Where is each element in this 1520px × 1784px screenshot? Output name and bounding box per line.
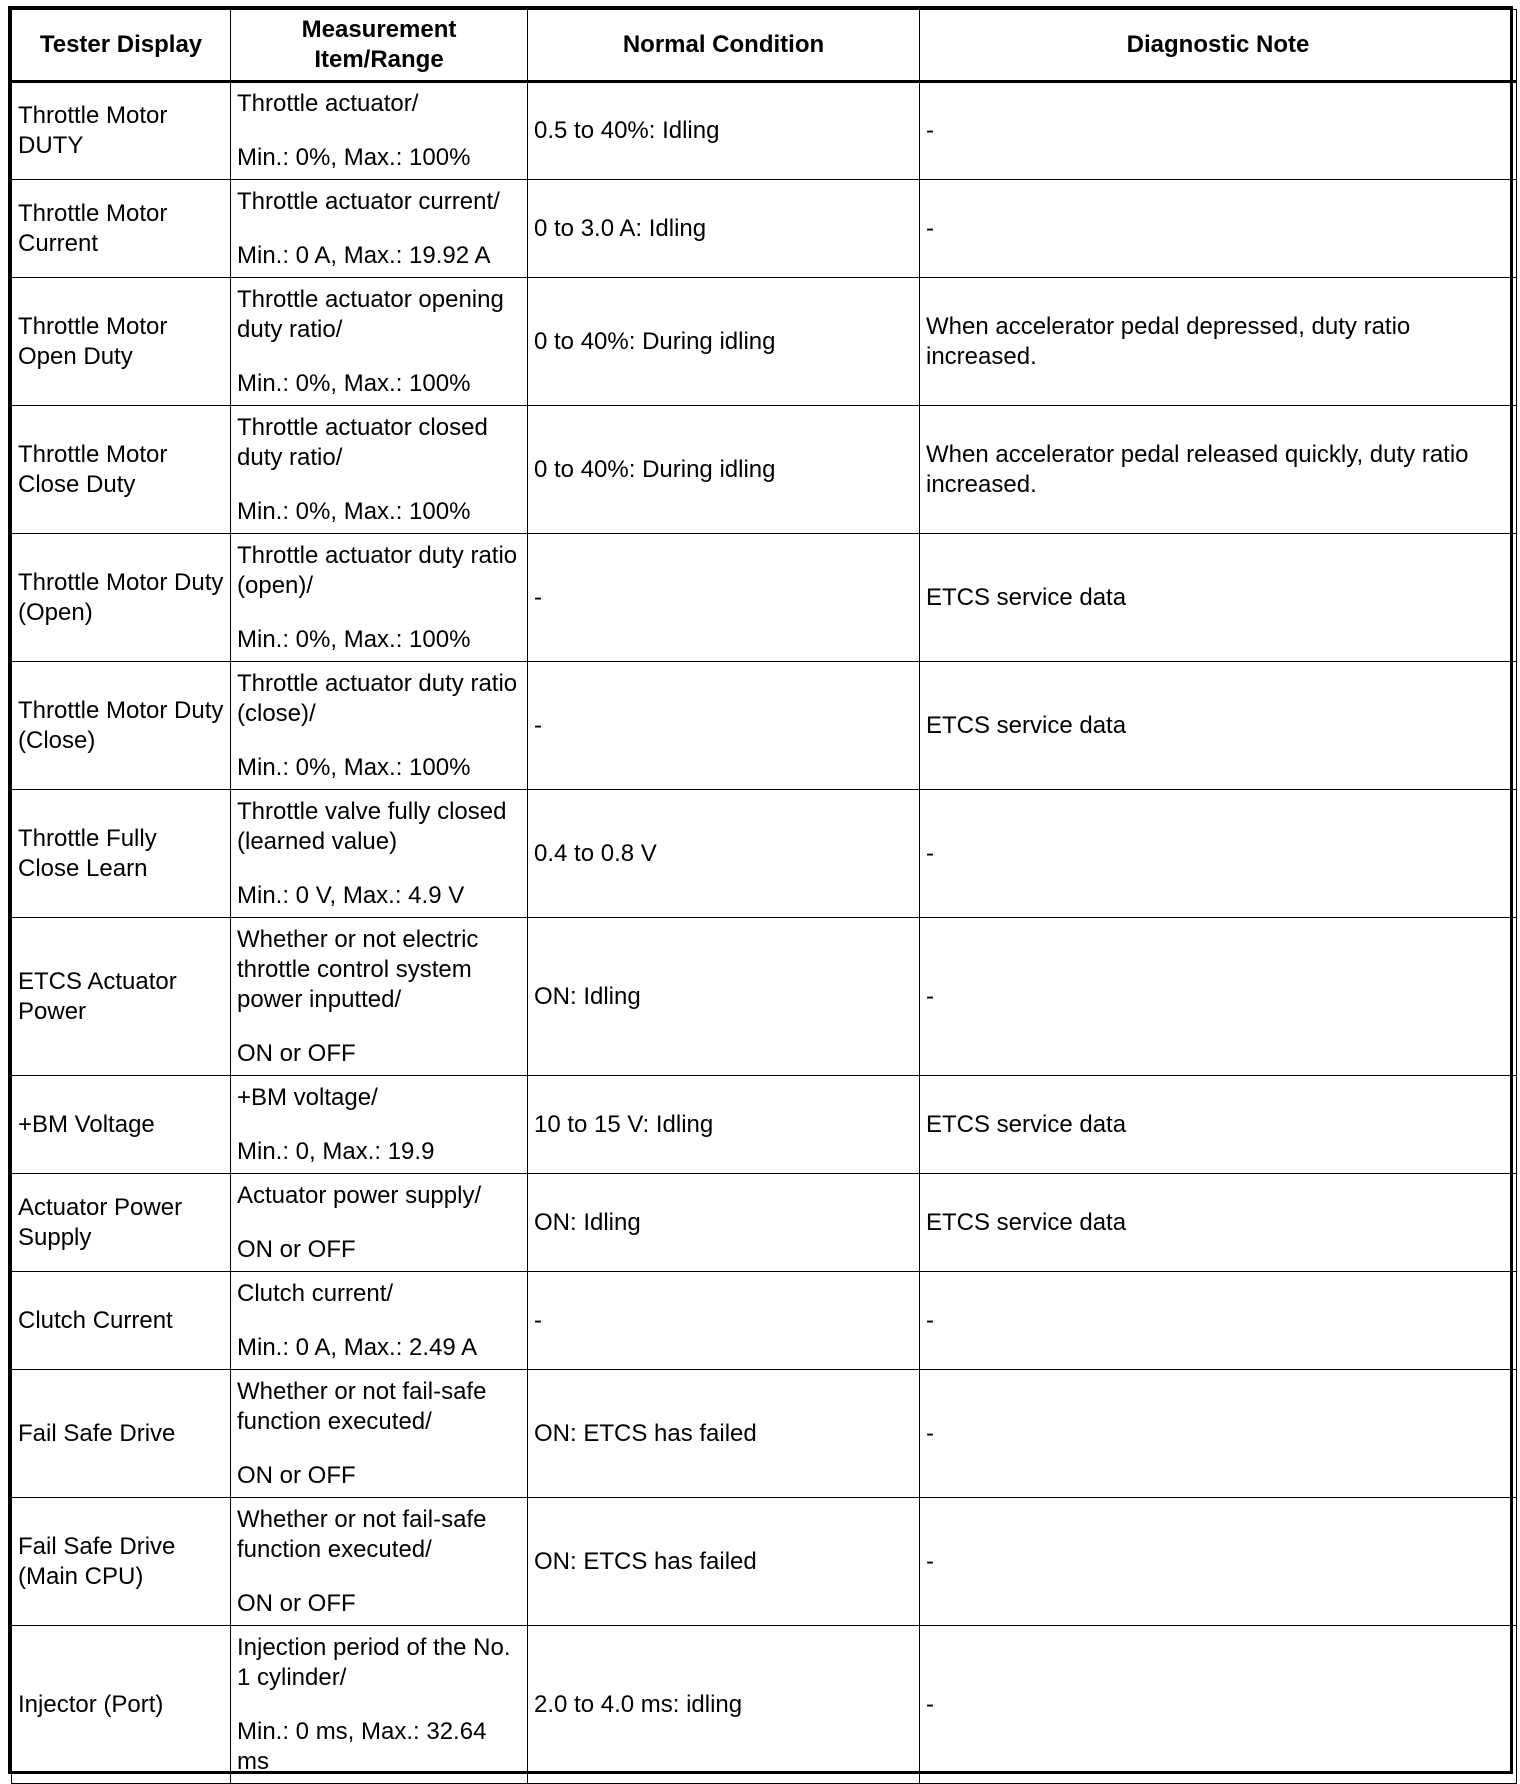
diagnostic-note-cell: - xyxy=(920,180,1517,278)
measurement-cell xyxy=(231,662,528,790)
measurement-range: Min.: 0%, Max.: 100% xyxy=(237,497,471,525)
measurement-range: Min.: 0 V, Max.: 4.9 V xyxy=(237,881,465,909)
table-row xyxy=(12,1272,1517,1370)
normal-condition-cell: 0 to 40%: During idling xyxy=(528,406,920,534)
measurement-range: Min.: 0, Max.: 19.9 xyxy=(237,1137,435,1165)
measurement-range: ON or OFF xyxy=(237,1235,356,1263)
tester-display-cell: +BM Voltage xyxy=(12,1076,231,1174)
normal-condition-cell: - xyxy=(528,1272,920,1370)
diagnostic-note-cell: When accelerator pedal depressed, duty ratio increased. xyxy=(920,278,1517,406)
tester-display-cell: Fail Safe Drive (Main CPU) xyxy=(12,1498,231,1626)
tester-display-cell: Clutch Current xyxy=(12,1272,231,1370)
measurement-description: Throttle actuator/ xyxy=(237,90,419,117)
tester-display-cell: Throttle Motor Close Duty xyxy=(12,406,231,534)
measurement-cell xyxy=(231,1498,528,1626)
normal-condition-cell: - xyxy=(528,534,920,662)
normal-condition-cell: ON: Idling xyxy=(528,1174,920,1272)
data-list-table-sheet xyxy=(8,6,1513,1774)
measurement-description: Injection period of the No. 1 cylinder/ xyxy=(237,1633,511,1691)
table-row xyxy=(12,180,1517,278)
table-row xyxy=(12,1370,1517,1498)
table-row xyxy=(12,1076,1517,1174)
measurement-description: Throttle actuator duty ratio (close)/ xyxy=(237,669,518,727)
table-row xyxy=(12,278,1517,406)
table-row xyxy=(12,918,1517,1076)
measurement-range: Min.: 0%, Max.: 100% xyxy=(237,753,471,781)
tester-display-cell: Throttle Motor DUTY xyxy=(12,82,231,180)
tester-display-cell: Throttle Motor Duty (Open) xyxy=(12,534,231,662)
measurement-description: Whether or not fail-safe function executed/ xyxy=(237,1377,487,1435)
data-list-table xyxy=(11,9,1517,1784)
measurement-cell xyxy=(231,1174,528,1272)
normal-condition-cell: 0.4 to 0.8 V xyxy=(528,790,920,918)
diagnostic-note-cell: - xyxy=(920,82,1517,180)
diagnostic-note-cell: ETCS service data xyxy=(920,1174,1517,1272)
measurement-cell xyxy=(231,1272,528,1370)
tester-display-cell: Throttle Motor Duty (Close) xyxy=(12,662,231,790)
measurement-cell xyxy=(231,1076,528,1174)
measurement-description: +BM voltage/ xyxy=(237,1083,378,1111)
header-measurement-item-range xyxy=(231,10,528,82)
measurement-range: Min.: 0 A, Max.: 19.92 A xyxy=(237,241,491,269)
measurement-range: Min.: 0 A, Max.: 2.49 A xyxy=(237,1333,478,1361)
header-measurement-line2: Item/Range xyxy=(314,46,444,73)
table-row xyxy=(12,662,1517,790)
normal-condition-cell: 0 to 3.0 A: Idling xyxy=(528,180,920,278)
measurement-description: Clutch current/ xyxy=(237,1279,394,1307)
measurement-range: ON or OFF xyxy=(237,1589,356,1617)
diagnostic-note-cell: ETCS service data xyxy=(920,1076,1517,1174)
diagnostic-note-cell: ETCS service data xyxy=(920,534,1517,662)
tester-display-cell: Throttle Motor Current xyxy=(12,180,231,278)
measurement-description: Throttle valve fully closed (learned value) xyxy=(237,797,507,855)
tester-display-cell: Fail Safe Drive xyxy=(12,1370,231,1498)
normal-condition-cell: ON: ETCS has failed xyxy=(528,1370,920,1498)
measurement-range: Min.: 0%, Max.: 100% xyxy=(237,144,471,171)
table-row xyxy=(12,534,1517,662)
measurement-description: Throttle actuator closed duty ratio/ xyxy=(237,413,488,471)
measurement-range: ON or OFF xyxy=(237,1461,356,1489)
measurement-description: Whether or not electric throttle control system power inputted/ xyxy=(237,925,479,1013)
normal-condition-cell: 0 to 40%: During idling xyxy=(528,278,920,406)
header-normal-condition: Normal Condition xyxy=(528,10,920,82)
header-diagnostic-note: Diagnostic Note xyxy=(920,10,1517,82)
table-row xyxy=(12,82,1517,180)
measurement-range: Min.: 0 ms, Max.: 32.64 ms xyxy=(237,1717,487,1775)
measurement-cell xyxy=(231,790,528,918)
normal-condition-cell: 10 to 15 V: Idling xyxy=(528,1076,920,1174)
diagnostic-note-cell: - xyxy=(920,918,1517,1076)
tester-display-cell: Throttle Fully Close Learn xyxy=(12,790,231,918)
normal-condition-cell: 2.0 to 4.0 ms: idling xyxy=(528,1626,920,1784)
table-row xyxy=(12,406,1517,534)
table-row xyxy=(12,1626,1517,1784)
measurement-cell xyxy=(231,918,528,1076)
normal-condition-cell: 0.5 to 40%: Idling xyxy=(528,82,920,180)
measurement-cell xyxy=(231,534,528,662)
measurement-cell xyxy=(231,278,528,406)
tester-display-cell: Actuator Power Supply xyxy=(12,1174,231,1272)
measurement-cell xyxy=(231,180,528,278)
measurement-range: Min.: 0%, Max.: 100% xyxy=(237,369,471,397)
tester-display-cell: ETCS Actuator Power xyxy=(12,918,231,1076)
tester-display-cell: Injector (Port) xyxy=(12,1626,231,1784)
diagnostic-note-cell: ETCS service data xyxy=(920,662,1517,790)
tester-display-cell: Throttle Motor Open Duty xyxy=(12,278,231,406)
diagnostic-note-cell: - xyxy=(920,1498,1517,1626)
table-row xyxy=(12,1498,1517,1626)
normal-condition-cell: ON: ETCS has failed xyxy=(528,1498,920,1626)
diagnostic-note-cell: - xyxy=(920,1626,1517,1784)
measurement-cell xyxy=(231,406,528,534)
diagnostic-note-cell: When accelerator pedal released quickly, duty ratio increased. xyxy=(920,406,1517,534)
header-tester-display: Tester Display xyxy=(12,10,231,82)
diagnostic-note-cell: - xyxy=(920,1272,1517,1370)
measurement-description: Throttle actuator opening duty ratio/ xyxy=(237,285,504,343)
table-row xyxy=(12,1174,1517,1272)
measurement-range: Min.: 0%, Max.: 100% xyxy=(237,625,471,653)
measurement-cell xyxy=(231,82,528,180)
table-row xyxy=(12,790,1517,918)
diagnostic-note-cell: - xyxy=(920,1370,1517,1498)
normal-condition-cell: ON: Idling xyxy=(528,918,920,1076)
measurement-range: ON or OFF xyxy=(237,1039,356,1067)
header-row xyxy=(12,10,1517,82)
measurement-cell xyxy=(231,1626,528,1784)
measurement-description: Throttle actuator duty ratio (open)/ xyxy=(237,541,518,599)
measurement-description: Actuator power supply/ xyxy=(237,1181,482,1209)
header-measurement-line1: Measurement xyxy=(301,16,457,43)
diagnostic-note-cell: - xyxy=(920,790,1517,918)
measurement-description: Whether or not fail-safe function executed/ xyxy=(237,1505,487,1563)
measurement-cell xyxy=(231,1370,528,1498)
normal-condition-cell: - xyxy=(528,662,920,790)
measurement-description: Throttle actuator current/ xyxy=(237,187,500,215)
